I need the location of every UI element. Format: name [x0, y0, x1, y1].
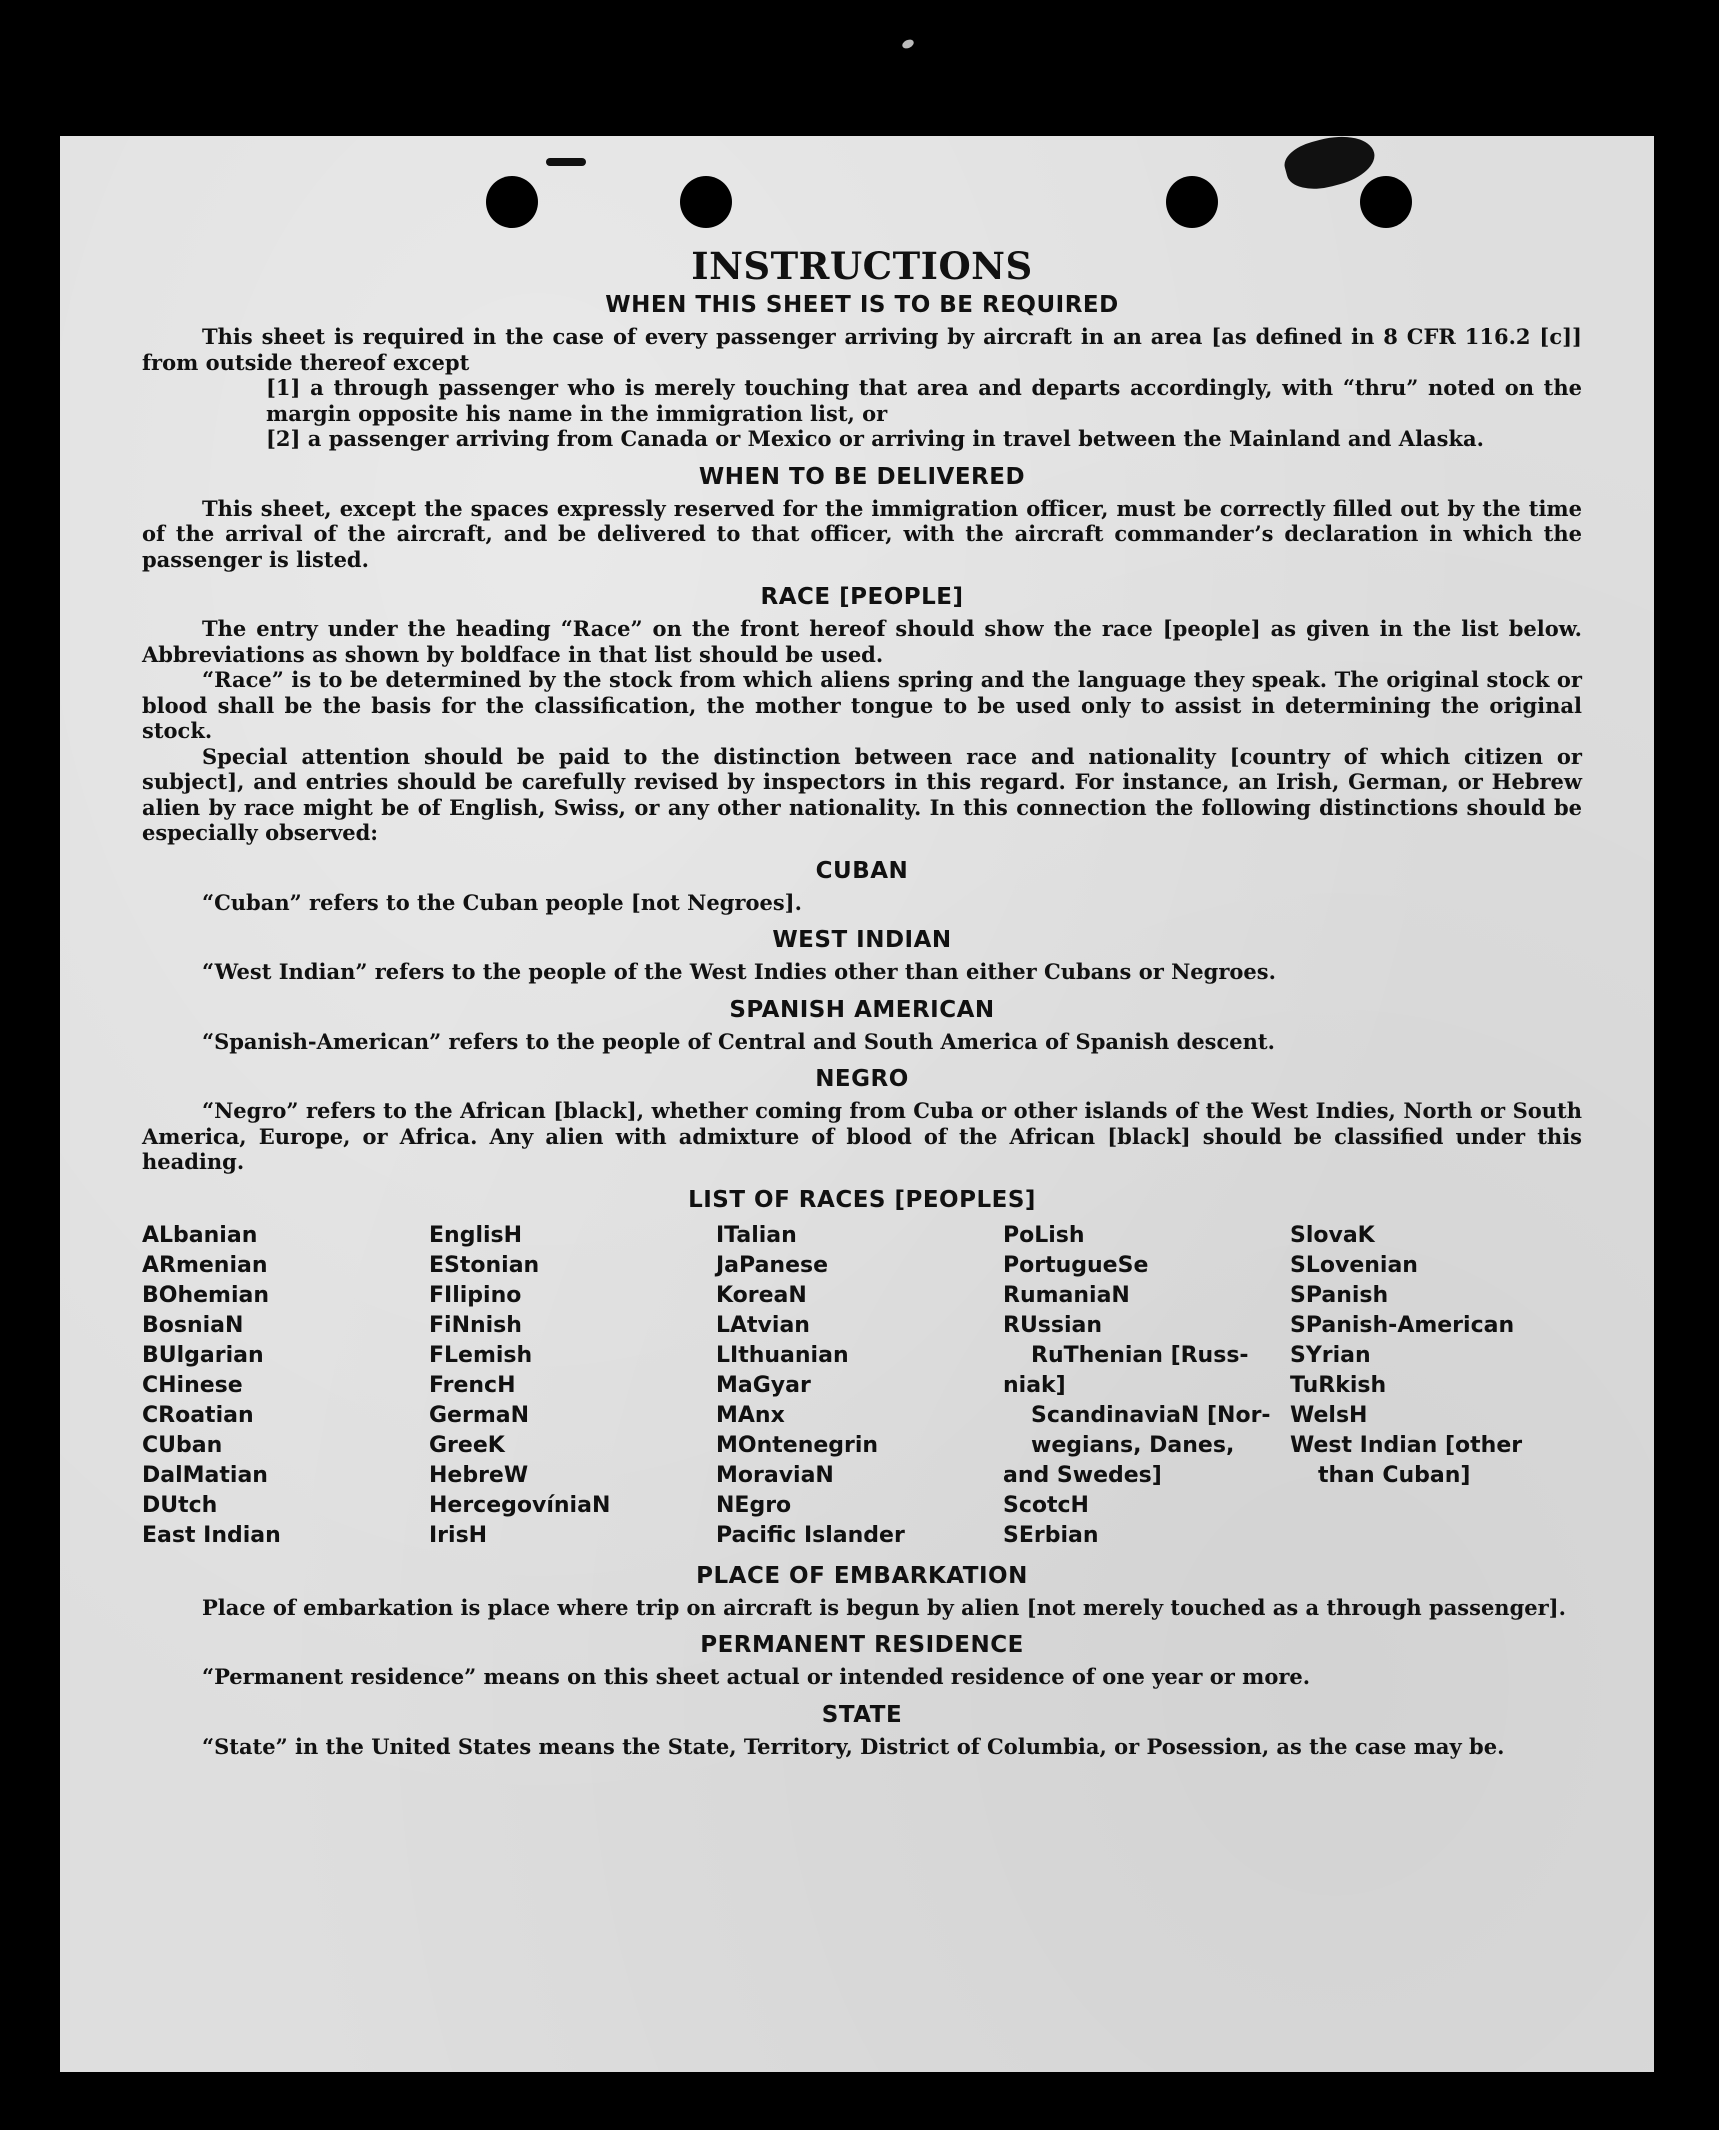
race-item: MaGyar — [716, 1372, 811, 1398]
race-item-continuation: than Cuban] — [1318, 1462, 1471, 1488]
race-item: BOhemian — [142, 1282, 270, 1308]
punch-hole — [486, 176, 538, 228]
race-item: FLemish — [429, 1342, 533, 1368]
race-item: GermaN — [429, 1402, 530, 1428]
race-item: FiNnish — [429, 1312, 522, 1338]
heading-permanent-residence: PERMANENT RESIDENCE — [700, 1632, 1024, 1658]
race-item: SLovenian — [1290, 1252, 1418, 1278]
punch-hole — [1166, 176, 1218, 228]
ink-mark — [546, 158, 586, 166]
race-item: East Indian — [142, 1522, 281, 1548]
races-list — [142, 1221, 1582, 1551]
race-item: BUlgarian — [142, 1342, 264, 1368]
races-column-2 — [429, 1221, 716, 1551]
race-item: niak] — [1003, 1372, 1066, 1398]
embarkation-text: Place of embarkation is place where trip on aircraft is begun by alien [not merely touched as a through passenger]. — [202, 1594, 1566, 1620]
race-item: FrencH — [429, 1372, 516, 1398]
race-item-continuation: RuThenian [Russ- — [1031, 1342, 1249, 1368]
when-required-intro: This sheet is required in the case of every passenger arriving by aircraft in an area [as defined in 8 CFR 116.2 [c]] from outside thereof except — [142, 324, 1582, 375]
race-item: Pacific Islander — [716, 1522, 905, 1548]
race-item: DUtch — [142, 1492, 218, 1518]
heading-west-indian: WEST INDIAN — [772, 927, 952, 953]
races-column-5 — [1290, 1221, 1577, 1551]
race-item: EnglisH — [429, 1222, 523, 1248]
race-item: FIlipino — [429, 1282, 522, 1308]
race-item: NEgro — [716, 1492, 792, 1518]
race-item: SlovaK — [1290, 1222, 1375, 1248]
race-item: MoraviaN — [716, 1462, 834, 1488]
races-column-1 — [142, 1221, 429, 1551]
punch-hole — [1360, 176, 1412, 228]
heading-cuban: CUBAN — [815, 857, 909, 884]
heading-when-delivered: WHEN TO BE DELIVERED — [698, 463, 1026, 490]
state-text: “State” in the United States means the State, Territory, District of Columbia, or Posession, as the case may be. — [202, 1733, 1505, 1759]
race-item: CRoatian — [142, 1402, 254, 1428]
race-paragraph-1: The entry under the heading “Race” on the front hereof should show the race [people] as given in the list below. Abbreviations as shown by boldface in that list should be used. — [142, 616, 1582, 667]
negro-text: “Negro” refers to the African [black], whether coming from Cuba or other islands of the West Indies, North or South America, Europe, or Africa. Any alien with admixture of blood of the African [black] should be classified under this heading. — [142, 1098, 1582, 1174]
west-indian-text: “West Indian” refers to the people of the West Indies other than either Cubans or Negroes. — [202, 959, 1276, 984]
race-item: SErbian — [1003, 1522, 1099, 1548]
heading-list-of-races: LIST OF RACES [PEOPLES] — [688, 1186, 1036, 1213]
race-item: PoLish — [1003, 1222, 1085, 1248]
heading-when-required: WHEN THIS SHEET IS TO BE REQUIRED — [605, 292, 1119, 318]
race-item: DalMatian — [142, 1462, 268, 1488]
race-item: and Swedes] — [1003, 1462, 1162, 1488]
race-item: LIthuanian — [716, 1342, 849, 1368]
races-column-4 — [1003, 1221, 1290, 1551]
punch-hole — [680, 176, 732, 228]
heading-negro: NEGRO — [815, 1066, 909, 1092]
race-item: ARmenian — [142, 1252, 268, 1278]
race-item: West Indian [other — [1290, 1432, 1523, 1458]
scan-speck — [901, 38, 915, 50]
spanish-american-text: “Spanish-American” refers to the people of Central and South America of Spanish descent. — [202, 1028, 1275, 1054]
race-item: TuRkish — [1290, 1372, 1387, 1398]
document-sheet — [60, 136, 1654, 2072]
race-item: ALbanian — [142, 1222, 258, 1248]
when-delivered-text: This sheet, except the spaces expressly reserved for the immigration officer, must be correctly filled out by the time of the arrival of the aircraft, and be delivered to that officer, with the aircraft commander’s declaration in which the passenger is listed. — [142, 495, 1582, 572]
race-item: CUban — [142, 1432, 223, 1458]
races-column-3 — [716, 1221, 1003, 1551]
race-item: GreeK — [429, 1432, 505, 1458]
race-item: RumaniaN — [1003, 1282, 1130, 1308]
cuban-text: “Cuban” refers to the Cuban people [not Negroes]. — [202, 889, 802, 915]
race-item: ScotcH — [1003, 1492, 1089, 1518]
race-item-continuation: wegians, Danes, — [1031, 1432, 1235, 1458]
race-paragraph-2: “Race” is to be determined by the stock from which aliens spring and the language they speak. The original stock or blood shall be the basis for the classification, the mother tongue to be used only to assist in determining the original stock. — [142, 667, 1582, 743]
when-required-item-2: [2] a passenger arriving from Canada or Mexico or arriving in travel between the Mainland and Alaska. — [266, 426, 1484, 451]
race-item: RUssian — [1003, 1312, 1103, 1338]
race-item: LAtvian — [716, 1312, 810, 1338]
residence-text: “Permanent residence” means on this sheet actual or intended residence of one year or more. — [202, 1664, 1311, 1689]
race-item: ITalian — [716, 1222, 797, 1248]
heading-embarkation: PLACE OF EMBARKATION — [696, 1562, 1028, 1589]
race-item: BosniaN — [142, 1312, 244, 1338]
race-item: EStonian — [429, 1252, 540, 1278]
race-item: SPanish — [1290, 1282, 1389, 1308]
race-item: SPanish-American — [1290, 1312, 1515, 1338]
race-item: MAnx — [716, 1402, 785, 1428]
when-required-item-1: [1] a through passenger who is merely touching that area and departs accordingly, with “thru” noted on the margin opposite his name in the immigration list, or — [266, 375, 1582, 426]
race-paragraph-3: Special attention should be paid to the distinction between race and nationality [country of which citizen or subject], and entries should be carefully revised by inspectors in this regard. For instance, an Irish, German, or Hebrew alien by race might be of English, Swiss, or any other nationality. In this connection the following distinctions should be especially observed: — [142, 743, 1582, 845]
instructions-content — [142, 244, 1582, 1759]
race-item: PortugueSe — [1003, 1252, 1149, 1278]
race-item: MOntenegrin — [716, 1432, 879, 1458]
race-item: HebreW — [429, 1462, 529, 1488]
heading-state: STATE — [821, 1701, 903, 1728]
race-item: IrisH — [429, 1522, 488, 1548]
race-item: WelsH — [1290, 1402, 1368, 1428]
page-title: INSTRUCTIONS — [691, 244, 1033, 288]
race-item: KoreaN — [716, 1282, 807, 1308]
race-item-continuation: ScandinaviaN [Nor- — [1031, 1402, 1271, 1428]
race-item: CHinese — [142, 1372, 243, 1398]
heading-race: RACE [PEOPLE] — [760, 584, 964, 610]
race-item: HercegovíniaN — [429, 1492, 611, 1518]
heading-spanish-american: SPANISH AMERICAN — [729, 996, 995, 1023]
race-item: SYrian — [1290, 1342, 1371, 1368]
race-item: JaPanese — [716, 1252, 829, 1278]
